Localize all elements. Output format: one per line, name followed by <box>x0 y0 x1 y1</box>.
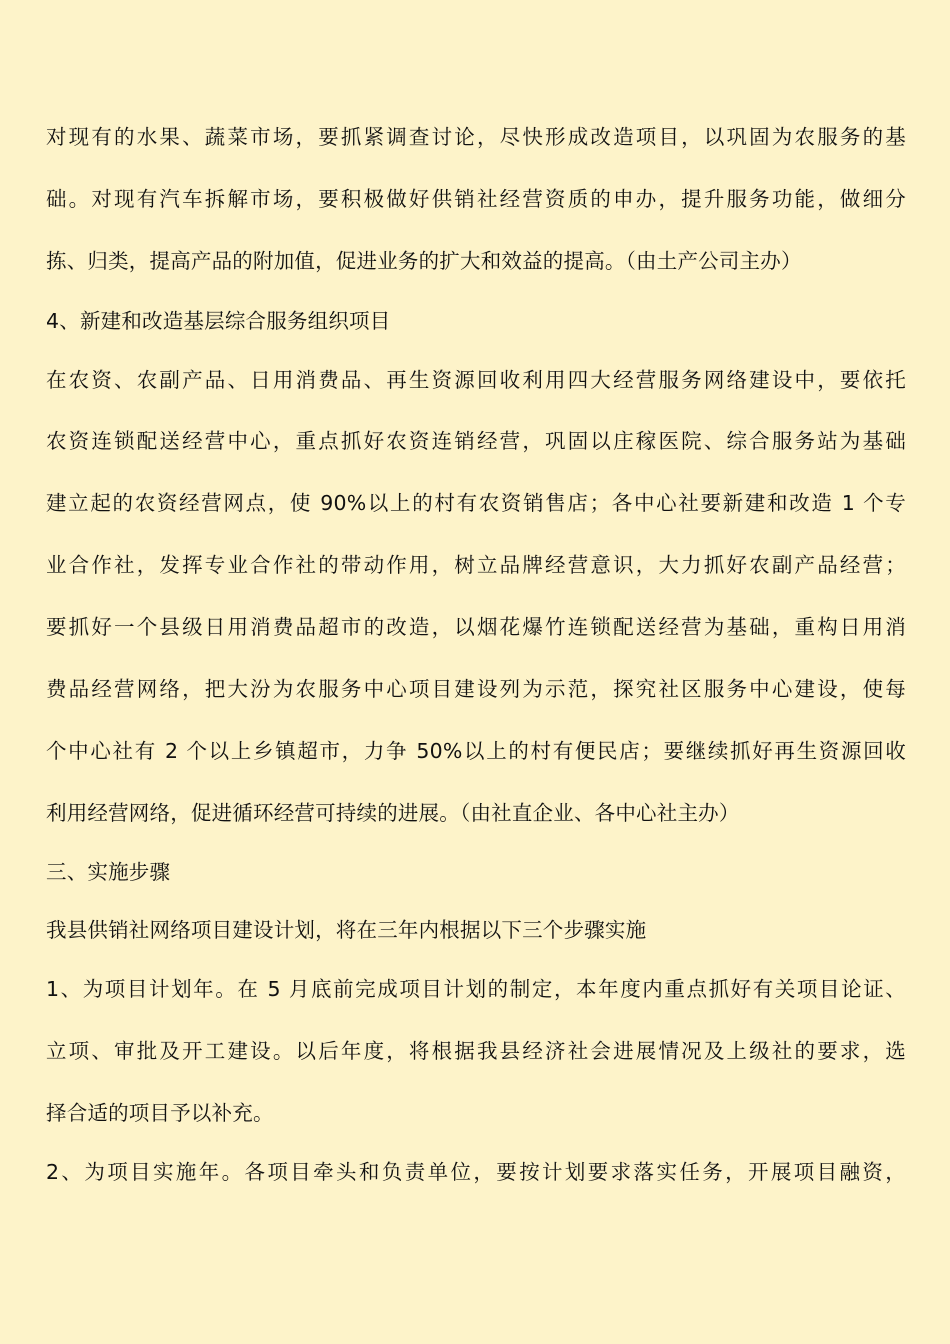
text-line: 立项、审批及开工建设。以后年度，将根据我县经济社会进展情况及上级社的要求，选 <box>46 1039 906 1063</box>
text-line: 利用经营网络，促进循环经营可持续的进展。（由社直企业、各中心社主办） <box>46 801 740 825</box>
text-line: 农资连锁配送经营中心，重点抓好农资连销经营，巩固以庄稼医院、综合服务站为基础 <box>46 429 906 453</box>
text-line: 础。对现有汽车拆解市场，要积极做好供销社经营资质的申办，提升服务功能，做细分 <box>46 187 906 211</box>
text-line: 业合作社，发挥专业合作社的带动作用，树立品牌经营意识，大力抓好农副产品经营； <box>46 553 906 577</box>
section-heading: 4、新建和改造基层综合服务组织项目 <box>46 309 391 333</box>
text-line: 拣、归类，提高产品的附加值，促进业务的扩大和效益的提高。（由土产公司主办） <box>46 249 802 273</box>
text-line: 1、为项目计划年。在 5 月底前完成项目计划的制定，本年度内重点抓好有关项目论证、 <box>46 977 906 1001</box>
text-line: 择合适的项目予以补充。 <box>46 1101 274 1125</box>
text-line: 要抓好一个县级日用消费品超市的改造，以烟花爆竹连锁配送经营为基础，重构日用消 <box>46 615 906 639</box>
text-line: 在农资、农副产品、日用消费品、再生资源回收利用四大经营服务网络建设中，要依托 <box>46 368 906 392</box>
text-line: 个中心社有 2 个以上乡镇超市，力争 50%以上的村有便民店；要继续抓好再生资源回收 <box>46 739 906 763</box>
text-line: 费品经营网络，把大汾为农服务中心项目建设列为示范，探究社区服务中心建设，使每 <box>46 677 906 701</box>
text-line: 建立起的农资经营网点，使 90%以上的村有农资销售店；各中心社要新建和改造 1 个专 <box>46 491 906 515</box>
section-heading: 三、实施步骤 <box>46 860 171 884</box>
text-line: 我县供销社网络项目建设计划，将在三年内根据以下三个步骤实施 <box>46 918 647 942</box>
text-line: 2、为项目实施年。各项目牵头和负责单位，要按计划要求落实任务，开展项目融资， <box>46 1160 906 1184</box>
text-line: 对现有的水果、蔬菜市场，要抓紧调查讨论，尽快形成改造项目，以巩固为农服务的基 <box>46 125 906 149</box>
